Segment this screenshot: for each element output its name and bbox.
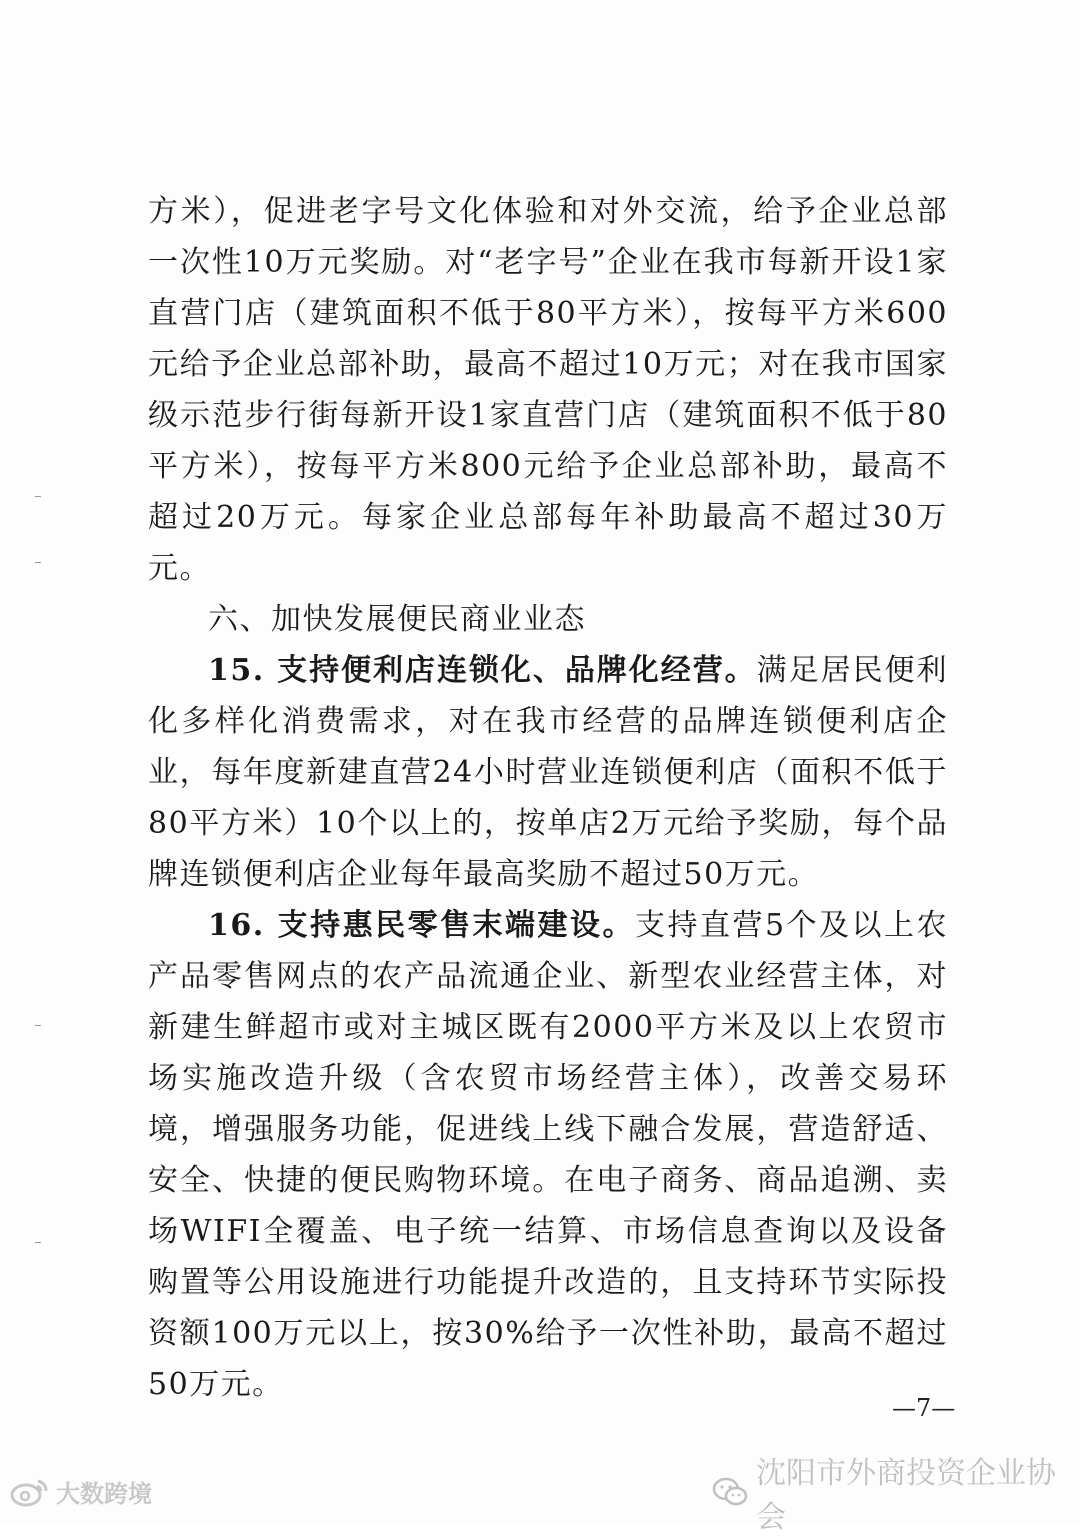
page-number: —7— [892,1394,956,1422]
scan-mark [35,1242,41,1243]
watermark-right [712,1448,1080,1536]
item-15-paragraph [148,645,948,900]
watermark-right-text: 沈阳市外商投资企业协会 [756,1456,1056,1535]
item-15-lead: 15. 支持便利店连锁化、品牌化经营。 [208,653,757,688]
document-body [148,186,948,1410]
wechat-icon [712,1477,748,1507]
section-heading: 六、加快发展便民商业业态 [208,602,586,637]
paragraph-continuation: 方米），促进老字号文化体验和对外交流，给予企业总部一次性10万元奖励。对“老字号”企业在我市每新开设1家直营门店（建筑面积不低于80平方米），按每平方米600元给予企业总部补助，最高不超过10万元；对在我市国家级示范步行街每新开设1家直营门店（建筑面积不低于80平方米），按每平方米800元给予企业总部补助，最高不超过20万元。每家企业总部每年补助最高不超过30万元。 [148,194,948,586]
scan-mark [35,1025,41,1026]
scan-mark [35,496,41,497]
watermark-left [10,1474,152,1509]
item-16-body: 支持直营5个及以上农产品零售网点的农产品流通企业、新型农业经营主体，对新建生鲜超市或对主城区既有2000平方米及以上农贸市场实施改造升级（含农贸市场经营主体），改善交易环境，增强服务功能，促进线上线下融合发展，营造舒适、安全、快捷的便民购物环境。在电子商务、商品追溯、卖场WIFI全覆盖、电子统一结算、市场信息查询以及设备购置等公用设施进行功能提升改造的，且支持环节实际投资额100万元以上，按30%给予一次性补助，最高不超过50万元。 [148,908,949,1402]
weibo-style-logo-icon [10,1477,50,1507]
item-16-paragraph [148,900,948,1410]
watermark-left-text: 大数跨境 [56,1480,152,1508]
item-15-body: 满足居民便利化多样化消费需求，对在我市经营的品牌连锁便利店企业，每年度新建直营24小时营业连锁便利店（面积不低于80平方米）10个以上的，按单店2万元给予奖励，每个品牌连锁便利店企业每年最高奖励不超过50万元。 [148,653,949,892]
scan-mark [35,562,41,563]
item-16-lead: 16. 支持惠民零售末端建设。 [208,908,636,943]
